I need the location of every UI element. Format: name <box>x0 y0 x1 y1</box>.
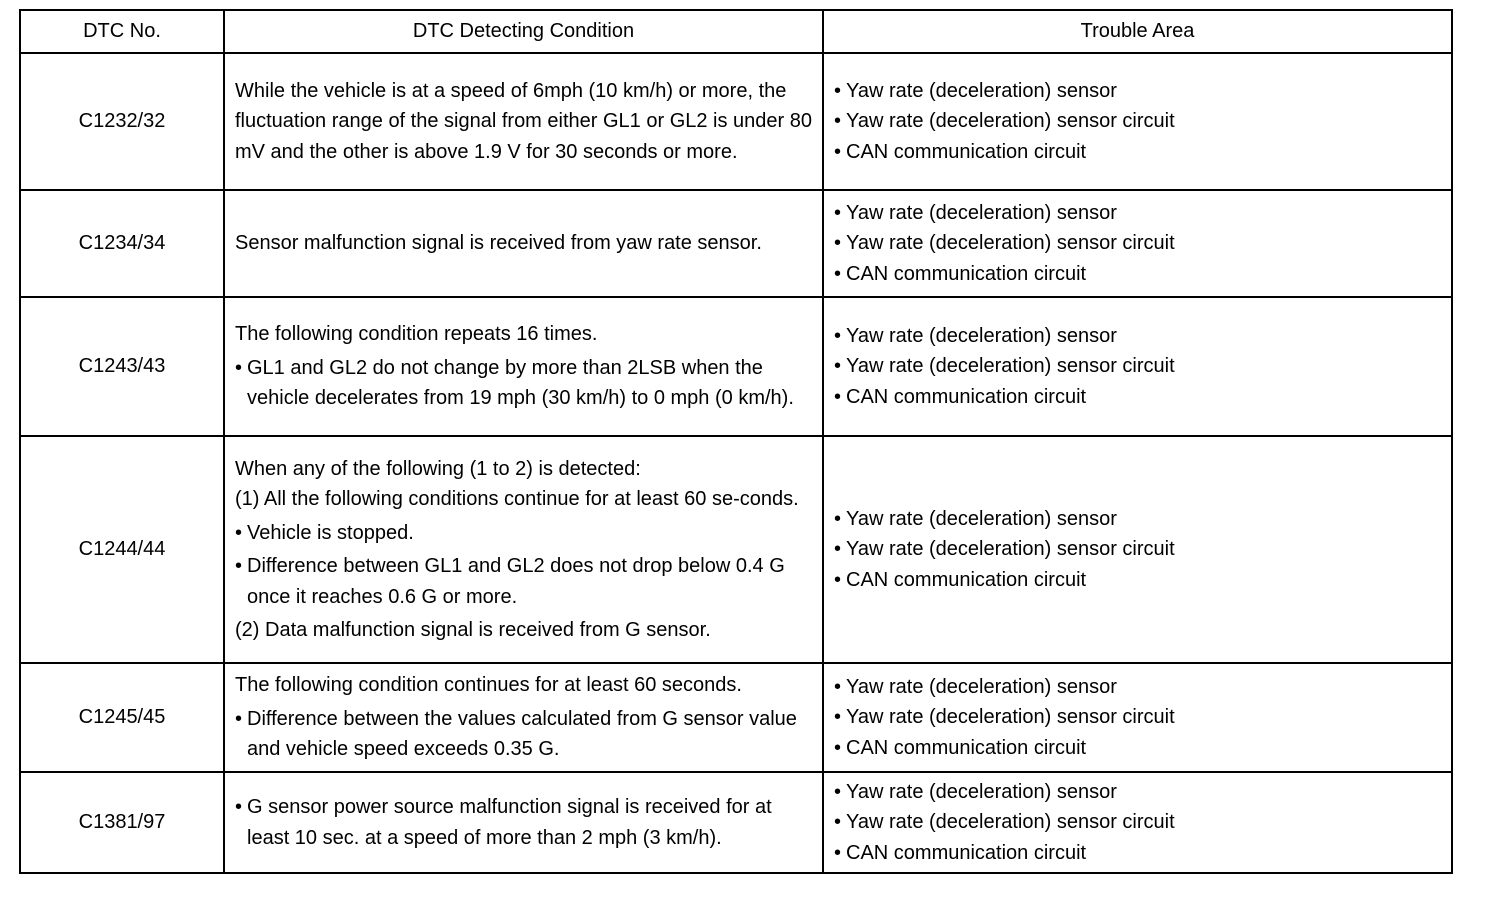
trouble-area-item: • Yaw rate (deceleration) sensor <box>834 504 1443 535</box>
trouble-area-item: • Yaw rate (deceleration) sensor circuit <box>834 534 1443 565</box>
trouble-area-cell <box>823 297 1452 436</box>
header-trouble-area: Trouble Area <box>823 10 1452 53</box>
dtc-code-cell: C1244/44 <box>20 436 224 663</box>
dtc-table <box>19 9 1453 874</box>
table-row <box>20 190 1452 297</box>
condition-bullet: • Difference between GL1 and GL2 does not drop below 0.4 G once it reaches 0.6 G or more. <box>235 551 814 612</box>
trouble-area-cell <box>823 772 1452 873</box>
detecting-condition-cell <box>224 190 823 297</box>
condition-text: When any of the following (1 to 2) is detected: <box>235 457 641 480</box>
trouble-area-item: • Yaw rate (deceleration) sensor circuit <box>834 807 1443 838</box>
condition-bullet: • Vehicle is stopped. <box>235 518 814 549</box>
trouble-area-item: • Yaw rate (deceleration) sensor <box>834 777 1443 808</box>
trouble-area-cell <box>823 663 1452 772</box>
dtc-code-cell: C1232/32 <box>20 53 224 190</box>
dtc-code-cell: C1234/34 <box>20 190 224 297</box>
trouble-area-cell <box>823 53 1452 190</box>
condition-text: (2) Data malfunction signal is received from G sensor. <box>235 619 711 641</box>
trouble-area-item: • Yaw rate (deceleration) sensor circuit <box>834 351 1443 382</box>
trouble-area-item: • Yaw rate (deceleration) sensor circuit <box>834 702 1443 733</box>
condition-text: While the vehicle is at a speed of 6mph (10 km/h) or more, the fluctuation range of the signal from either GL1 or GL2 is under 80 mV and the other is above 1.9 V for 30 seconds or more. <box>235 79 813 163</box>
table-header-row <box>20 10 1452 53</box>
trouble-area-item: • Yaw rate (deceleration) sensor circuit <box>834 106 1443 137</box>
trouble-area-item: • Yaw rate (deceleration) sensor <box>834 321 1443 352</box>
trouble-area-cell <box>823 190 1452 297</box>
detecting-condition-cell <box>224 53 823 190</box>
condition-bullet: • G sensor power source malfunction signal is received for at least 10 sec. at a speed of more than 2 mph (3 km/h). <box>235 792 814 853</box>
trouble-area-item: • CAN communication circuit <box>834 733 1443 764</box>
trouble-area-item: • CAN communication circuit <box>834 137 1443 168</box>
detecting-condition-cell <box>224 772 823 873</box>
table-row <box>20 53 1452 190</box>
dtc-code-cell: C1245/45 <box>20 663 224 772</box>
detecting-condition-cell <box>224 436 823 663</box>
table-row <box>20 772 1452 873</box>
trouble-area-item: • CAN communication circuit <box>834 565 1443 596</box>
table-row <box>20 663 1452 772</box>
condition-text: Sensor malfunction signal is received from yaw rate sensor. <box>235 232 762 255</box>
dtc-code-cell: C1381/97 <box>20 772 224 873</box>
trouble-area-item: • CAN communication circuit <box>834 259 1443 290</box>
condition-bullet: • Difference between the values calculated from G sensor value and vehicle speed exceeds 0.35 G. <box>235 704 814 765</box>
condition-text: The following condition continues for at least 60 seconds. <box>235 674 742 697</box>
detecting-condition-cell <box>224 297 823 436</box>
header-detecting-condition: DTC Detecting Condition <box>224 10 823 53</box>
condition-text: The following condition repeats 16 times. <box>235 323 598 346</box>
trouble-area-item: • CAN communication circuit <box>834 838 1443 869</box>
trouble-area-item: • Yaw rate (deceleration) sensor <box>834 198 1443 229</box>
trouble-area-item: • Yaw rate (deceleration) sensor <box>834 672 1443 703</box>
condition-text: (1) All the following conditions continue for at least 60 se-conds. <box>235 488 799 510</box>
table-row <box>20 436 1452 663</box>
condition-bullet: • GL1 and GL2 do not change by more than 2LSB when the vehicle decelerates from 19 mph (30 km/h) to 0 mph (0 km/h). <box>235 353 814 414</box>
trouble-area-item: • Yaw rate (deceleration) sensor <box>834 76 1443 107</box>
dtc-code-cell: C1243/43 <box>20 297 224 436</box>
table-row <box>20 297 1452 436</box>
header-dtc-no: DTC No. <box>20 10 224 53</box>
detecting-condition-cell <box>224 663 823 772</box>
trouble-area-item: • CAN communication circuit <box>834 382 1443 413</box>
trouble-area-item: • Yaw rate (deceleration) sensor circuit <box>834 228 1443 259</box>
trouble-area-cell <box>823 436 1452 663</box>
